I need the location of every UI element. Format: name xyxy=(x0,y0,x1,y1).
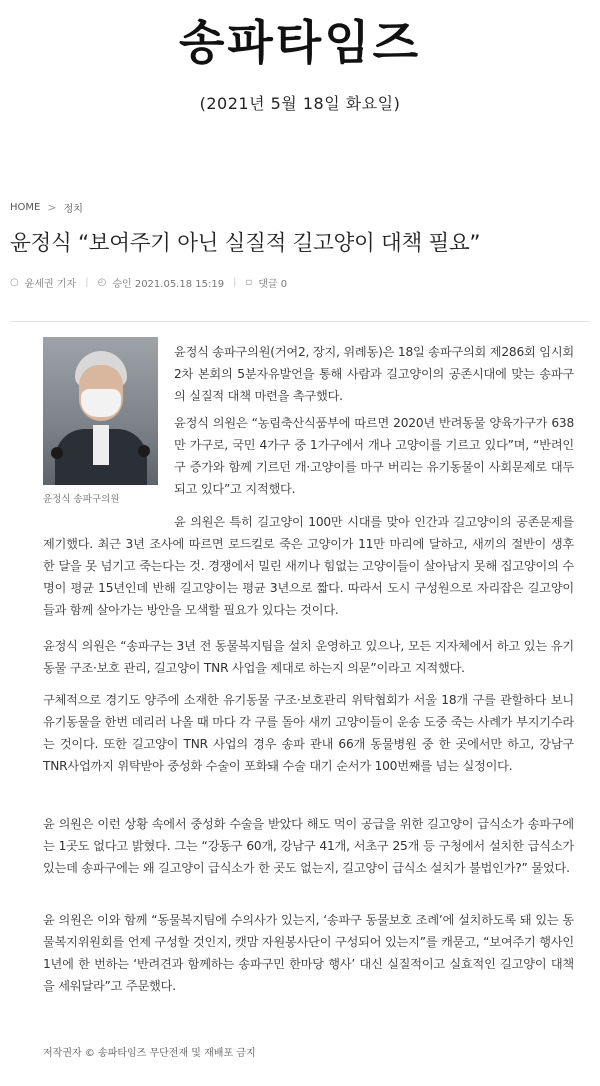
article-paragraph: 윤정식 의원은 “농림축산식품부에 따르면 2020년 반려동물 양육가구가 638만 가구로, 국민 4가구 중 1가구에서 개나 고양이를 기르고 있다”며, “반려인구 증가와 함께 기르던 개·고양이를 마구 버리는 유기동물이 사회문제로 대두되고 있다”고 지적했다. xyxy=(174,416,574,496)
header-divider xyxy=(10,321,590,322)
article-photo[interactable] xyxy=(43,337,158,485)
reporter-name[interactable]: 윤세권 기자 xyxy=(24,279,77,290)
photo-face-mask xyxy=(81,389,121,417)
photo-caption: 윤정식 송파구의원 xyxy=(43,494,120,505)
article-paragraph: 윤정식 송파구의원(거여2, 장지, 위례동)은 18일 송파구의회 제286회 임시회 2차 본회의 5분자유발언을 통해 사람과 길고양이의 공존시대에 맞는 송파구의 실질적 대책 마련을 촉구했다. xyxy=(174,345,574,403)
microphone-icon xyxy=(51,447,63,459)
photo-shirt xyxy=(93,425,109,465)
approved-datetime: 승인 2021.05.18 15:19 xyxy=(112,279,225,290)
article-meta xyxy=(10,275,287,290)
article-paragraph: 윤 의원은 특히 길고양이 100만 시대를 맞아 인간과 길고양이의 공존문제를 제기했다. 최근 3년 조사에 따르면 로드킬로 죽은 고양이가 11만 마리에 달하고, 새끼의 절반이 생후 한 달을 못 넘기고 죽는다는 것. 경쟁에서 밀린 새끼나 힘없는 고양이들이 살아남지 못해 집고양이의 수명이 평균 15년인데 반해 길고양이는 평균 3년으로 짧다. 따라서 도시 구성원으로 자리잡은 길고양이들과 함께 살아가는 방안을 모색할 필요가 있다는 것이다. xyxy=(43,515,574,617)
breadcrumb-home-link[interactable]: HOME xyxy=(10,202,41,213)
article-paragraph: 윤 의원은 이런 상황 속에서 중성화 수술을 받았다 해도 먹이 공급을 위한 길고양이 급식소가 송파구에는 1곳도 없다고 밝혔다. 그는 “강동구 60개, 강남구 41개, 서초구 25개 등 구청에서 설치한 급식소가 있는데 송파구에는 왜 길고양이 급식소가 한 곳도 없는지, 길고양이 급식소 설치가 불법인가?” 물었다. xyxy=(43,817,574,875)
clock-icon: ◴ xyxy=(97,277,107,288)
article-paragraph: 윤정식 의원은 “송파구는 3년 전 동물복지팀을 설치 운영하고 있으나, 모든 지자체에서 하고 있는 유기동물 구조·보호 관리, 길고양이 TNR 사업을 제대로 하는지 의문”이라고 지적했다. xyxy=(43,639,574,675)
article-paragraph: 구체적으로 경기도 양주에 소재한 유기동물 구조·보호관리 위탁협회가 서울 18개 구를 관할하다 보니 유기동물을 한번 데리러 나올 때 마다 각 구를 돌아 새끼 고양이들이 운송 도중 죽는 사례가 부지기수라는 것이다. 또한 길고양이 TNR 사업의 경우 송파 관내 66개 동물병원 중 한 곳에서만 하고, 강남구 TNR사업까지 위탁받아 중성화 수술이 포화돼 수술 대기 순서가 100번째를 넘는 실정이다. xyxy=(43,693,574,773)
article-paragraph: 윤 의원은 이와 함께 “동물복지팀에 수의사가 있는지, ‘송파구 동물보호 조례’에 설치하도록 돼 있는 동물복지위원회를 언제 구성할 것인지, 캣맘 자원봉사단이 구성되어 있는지”를 캐묻고, “보여주기 행사인 1년에 한 번하는 ‘반려견과 함께하는 송파구민 한마당 행사’ 대신 실질적이고 실효적인 길고양이 대책을 세워달라”고 주문했다. xyxy=(43,913,574,993)
meta-divider: | xyxy=(85,277,89,288)
user-icon: ○ xyxy=(10,277,19,288)
meta-divider: | xyxy=(233,277,237,288)
copyright-notice: 저작권자 © 송파타임즈 무단전재 및 재배포 금지 xyxy=(43,1048,256,1059)
issue-date: (2021년 5월 18일 화요일) xyxy=(199,94,401,113)
breadcrumb xyxy=(10,200,83,215)
newspaper-masthead: 송파타임즈 xyxy=(178,16,421,71)
breadcrumb-section-link[interactable]: 정치 xyxy=(63,204,83,215)
comment-count-link[interactable]: 댓글 0 xyxy=(258,279,288,290)
microphone-icon xyxy=(138,445,150,457)
article-headline: 윤정식 “보여주기 아닌 실질적 길고양이 대책 필요” xyxy=(10,231,481,256)
chevron-right-icon: > xyxy=(47,201,57,214)
comment-icon: ▫ xyxy=(245,277,253,288)
